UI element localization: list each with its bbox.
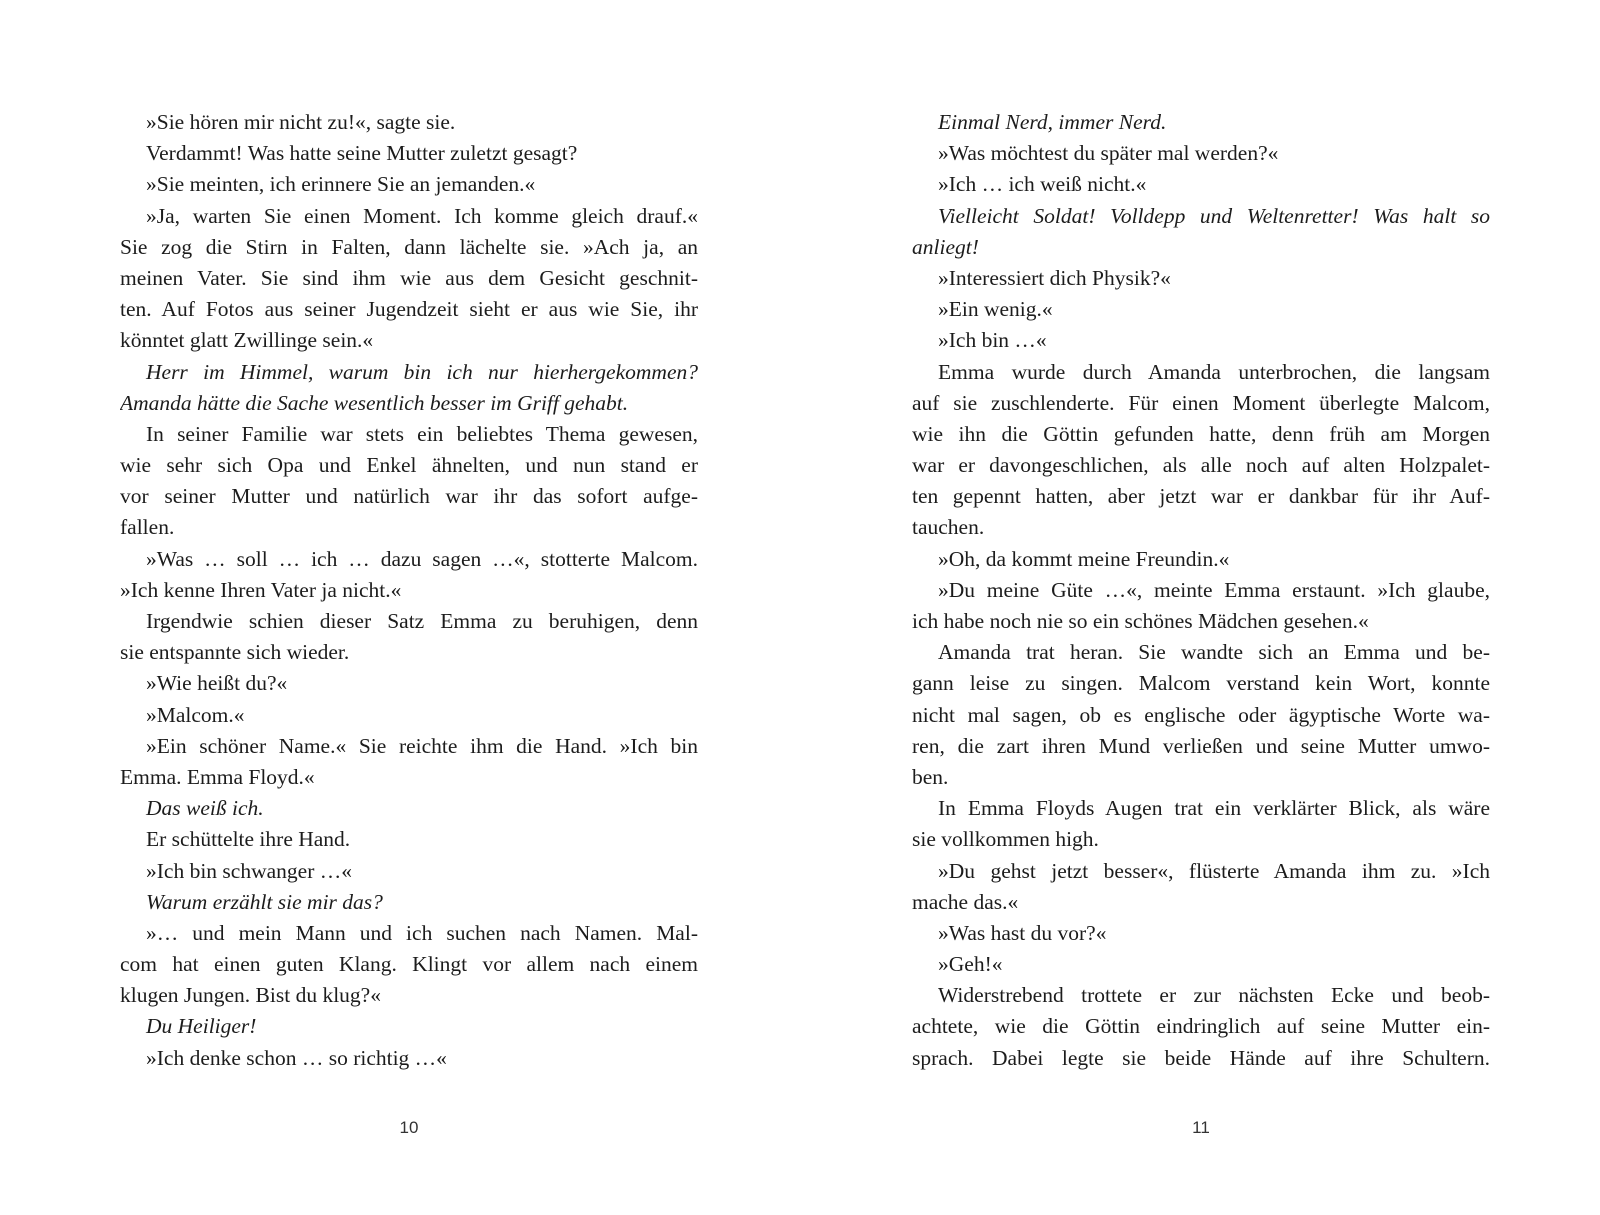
text-line: meinen Vater. Sie sind ihm wie aus dem Gesicht geschnit- <box>120 265 698 290</box>
text-line: »Was … soll … ich … dazu sagen …«, stotterte Malcom. <box>146 546 698 571</box>
text-line: In seiner Familie war stets ein beliebtes Thema gewesen, <box>146 421 698 446</box>
text-line: »Sie meinten, ich erinnere Sie an jemanden.« <box>146 172 536 197</box>
text-line: ben. <box>912 764 949 789</box>
text-line: Du Heiliger! <box>146 1014 257 1039</box>
page-number-left: 10 <box>399 1118 419 1137</box>
text-line: »Ein schöner Name.« Sie reichte ihm die Hand. »Ich bin <box>146 733 698 758</box>
text-line: Warum erzählt sie mir das? <box>146 889 383 914</box>
text-line: »Ja, warten Sie einen Moment. Ich komme gleich drauf.« <box>146 203 698 228</box>
text-line: vor seiner Mutter und natürlich war ihr das sofort aufge- <box>120 484 698 509</box>
text-line: »Ich denke schon … so richtig …« <box>146 1045 447 1070</box>
text-line: »Du meine Güte …«, meinte Emma erstaunt. »Ich glaube, <box>938 577 1490 602</box>
text-line: mache das.« <box>912 889 1019 914</box>
text-line: tauchen. <box>912 515 985 540</box>
text-line: sie entspannte sich wieder. <box>120 640 350 665</box>
text-line: Einmal Nerd, immer Nerd. <box>938 110 1167 134</box>
text-line: klugen Jungen. Bist du klug?« <box>120 983 381 1008</box>
text-line: sprach. Dabei legte sie beide Hände auf ihre Schultern. <box>912 1045 1490 1070</box>
text-line: Herr im Himmel, warum bin ich nur hierhergekommen? <box>146 359 698 384</box>
text-line: »Wie heißt du?« <box>146 671 288 696</box>
text-line: Das weiß ich. <box>146 796 264 821</box>
text-line: nicht mal sagen, ob es englische oder ägyptische Worte wa- <box>912 702 1490 727</box>
text-line: »Sie hören mir nicht zu!«, sagte sie. <box>146 110 456 134</box>
text-line: »Geh!« <box>938 952 1003 977</box>
text-line: »Ich kenne Ihren Vater ja nicht.« <box>120 577 402 602</box>
text-line: com hat einen guten Klang. Klingt vor allem nach einem <box>120 952 698 977</box>
left-page-text <box>120 107 698 1074</box>
text-line: »Malcom.« <box>146 702 245 727</box>
text-line: ren, die zart ihren Mund verließen und seine Mutter umwo- <box>912 733 1490 758</box>
text-line: ten. Auf Fotos aus seiner Jugendzeit sieht er aus wie Sie, ihr <box>120 297 698 322</box>
text-line: Emma. Emma Floyd.« <box>120 764 315 789</box>
page-number-right: 11 <box>1192 1118 1210 1137</box>
text-line: In Emma Floyds Augen trat ein verklärter Blick, als wäre <box>938 796 1490 821</box>
text-line: wie ihn die Göttin gefunden hatte, denn früh am Morgen <box>912 421 1490 446</box>
text-line: Verdammt! Was hatte seine Mutter zuletzt gesagt? <box>146 141 578 166</box>
right-page-text <box>912 107 1490 1074</box>
text-line: auf sie zuschlenderte. Für einen Moment überlegte Malcom, <box>912 390 1490 415</box>
text-line: ten gepennt hatten, aber jetzt war er dankbar für ihr Auf- <box>912 484 1490 509</box>
text-line: sie vollkommen high. <box>912 827 1099 852</box>
text-line: ich habe noch nie so ein schönes Mädchen gesehen.« <box>912 609 1369 633</box>
text-line: fallen. <box>120 515 175 540</box>
text-line: achtete, wie die Göttin eindringlich auf seine Mutter ein- <box>912 1014 1490 1039</box>
text-line: »Ich … ich weiß nicht.« <box>938 172 1147 197</box>
text-line: »Ich bin …« <box>938 328 1047 353</box>
text-line: gann leise zu singen. Malcom verstand kein Wort, konnte <box>912 671 1490 696</box>
text-line: Amanda hätte die Sache wesentlich besser im Griff gehabt. <box>120 390 629 415</box>
text-line: »Was möchtest du später mal werden?« <box>938 141 1279 166</box>
text-line: Er schüttelte ihre Hand. <box>146 827 351 852</box>
text-line: »… und mein Mann und ich suchen nach Namen. Mal- <box>146 920 698 945</box>
text-line: Widerstrebend trottete er zur nächsten Ecke und beob- <box>938 983 1490 1008</box>
text-line: Emma wurde durch Amanda unterbrochen, die langsam <box>938 359 1490 384</box>
text-line: anliegt! <box>912 234 979 259</box>
text-line: wie sehr sich Opa und Enkel ähnelten, und nun stand er <box>120 453 698 478</box>
text-line: war er davongeschlichen, als alle noch auf alten Holzpalet- <box>912 453 1490 478</box>
text-line: Sie zog die Stirn in Falten, dann lächelte sie. »Ach ja, an <box>120 234 698 259</box>
text-line: Amanda trat heran. Sie wandte sich an Emma und be- <box>938 640 1490 665</box>
text-line: »Ich bin schwanger …« <box>146 858 352 883</box>
text-line: Vielleicht Soldat! Volldepp und Weltenretter! Was halt so <box>938 203 1490 228</box>
text-line: »Was hast du vor?« <box>938 920 1107 945</box>
text-line: »Oh, da kommt meine Freundin.« <box>938 546 1230 571</box>
text-line: »Ein wenig.« <box>938 297 1053 322</box>
text-line: »Du gehst jetzt besser«, flüsterte Amanda ihm zu. »Ich <box>938 858 1490 883</box>
text-line: Irgendwie schien dieser Satz Emma zu beruhigen, denn <box>146 609 698 633</box>
text-line: »Interessiert dich Physik?« <box>938 265 1171 290</box>
text-line: könntet glatt Zwillinge sein.« <box>120 328 374 353</box>
